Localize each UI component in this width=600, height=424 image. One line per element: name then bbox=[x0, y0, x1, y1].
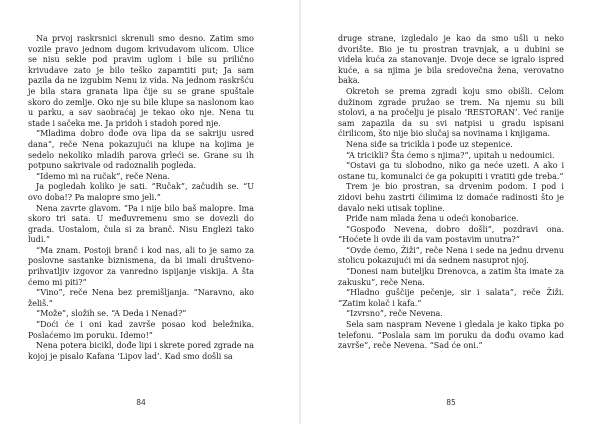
paragraph: “Mladima dobro dođe ova lipa da se sakriju usred dana”, reče Nena pokazujući na klupe na kojima je sedelo nekoliko mladih parova grleći se. Grane su ih potpuno sakrivale od radoznalih pogleda. bbox=[28, 129, 254, 171]
paragraph: “Ostavi ga tu slobodno, niko ga neće uzeti. A ako i ostane tu, komunalci će ga pokupiti i vratiti gde treba.” bbox=[338, 161, 564, 181]
paragraph: “Ovde ćemo, Žiži”, reče Nena i sede na jednu drvenu stolicu pokazujući mi da sednem nasuprot njoj. bbox=[338, 245, 564, 266]
paragraph: Trem je bio prostran, sa drvenim podom. I pod i zidovi behu zastrti ćilimima iz domaće radinosti što je davalo neki utisak topline. bbox=[338, 182, 564, 213]
paragraph: “Ma znam. Postoji branč i kod nas, ali to je samo za poslovne sastanke biznismena, da bi imali društveno-prihvatljiv izgovor za vanredno ispijanje viskija. A šta ćemo mi piti?” bbox=[28, 245, 254, 287]
paragraph: “Izvrsno”, reče Nevena. bbox=[346, 309, 443, 319]
page-number-left: 84 bbox=[136, 398, 146, 407]
paragraph: Ja pogledah koliko je sati. “Ručak”, začudih se. “U ovo doba!? Pa malopre smo jeli.” bbox=[28, 182, 254, 202]
paragraph: Nena zavrte glavom. “Pa i nije bilo baš malopre. Ima skoro tri sata. U međuvremenu smo se dovezli do grada. Uostalom, čula si za branč. Nisu Englezi tako ludi.” bbox=[28, 203, 254, 245]
paragraph: Nena siđe sa tricikla i pođe uz stepenice. bbox=[346, 139, 513, 149]
paragraph: “A tricikli? Šta ćemo s njima?”, upitah u nedoumici. bbox=[346, 150, 555, 160]
paragraph: “Doći će i oni kad završe posao kod beležnika. Poslaćemo im poruku. Idemo!” bbox=[28, 320, 254, 340]
paragraph: “Može”, složih se. “A Deda i Nenad?” bbox=[36, 309, 187, 319]
right-page bbox=[338, 34, 564, 394]
paragraph: “Idemo mi na ručak”, reče Nena. bbox=[36, 171, 170, 181]
paragraph: druge strane, izgledalo je kao da smo ušli u neko dvorište. Bio je tu prostran travnjak, a u dubini se videla kuća za stanovanje. Dvoje dece se igralo ispred kuće, a sa njima je bila sredovečna žena, verovatno baka. bbox=[338, 34, 564, 86]
paragraph: “Hladno guščije pečenje, sir i salata”, reče Žiži. “Zatim kolač i kafa.” bbox=[338, 288, 564, 308]
paragraph: Sela sam naspram Nevene i gledala je kako tipka po telefonu. “Poslala sam im poruku da dođu ovamo kad završe”, reče Nevena. “Sad će oni.” bbox=[338, 320, 564, 351]
paragraph: Priđe nam mlada žena u odeći konobarice. bbox=[346, 214, 519, 224]
page-number-right: 85 bbox=[446, 398, 456, 407]
left-page bbox=[28, 34, 254, 394]
paragraph: Nena poterа bicikl, dođe lipi i skrete pored zgrade na kojoj je pisalo Kafana ‘Lipov lad’. Kad smo došli sa bbox=[28, 341, 254, 361]
paragraph: “Vino”, reče Nena bez premišljanja. “Naravno, ako želiš.” bbox=[28, 288, 254, 308]
book-gutter bbox=[299, 0, 301, 424]
paragraph: Na prvoj raskrsnici skrenuli smo desno. Zatim smo vozile pravo jednom dugom krivudavom ulicom. Ulice se nisu sekle pod pravim uglom i bile su prilično krivudave zato je bilo teško zapamtiti put; Ja sam pazila da ne izgubim Nenu iz vida. Na jednom raskršću je bila stara granata lipa čije su se grane spuštale skoro do zemlje. Oko nje su bile klupe sa naslonom kao u parku, a sav saobraćaj je tekao oko nje. Nena tu stade i sačeka me. Ja pridoh i stadoh pored nje. bbox=[28, 34, 254, 128]
paragraph: Okretoh se prema zgradi koju smo obišli. Celom dužinom zgrade pružao se trem. Na njemu su bili stolovi, a na pročelju je pisalo ‘RESTORAN’. Već ranije sam zapazila da su svi natpisi u gradu ispisani ćirilicom, što nije bio slučaj sa novinama i knjigama. bbox=[338, 86, 564, 139]
paragraph: “Donesi nam buteljku Drenovca, a zatim šta imate za zakusku”, reče Nena. bbox=[338, 267, 564, 287]
paragraph: “Gospođo Nevena, dobro došli”, pozdravi ona. “Hoćete li ovde ili da vam postavim unutra?” bbox=[338, 224, 564, 245]
